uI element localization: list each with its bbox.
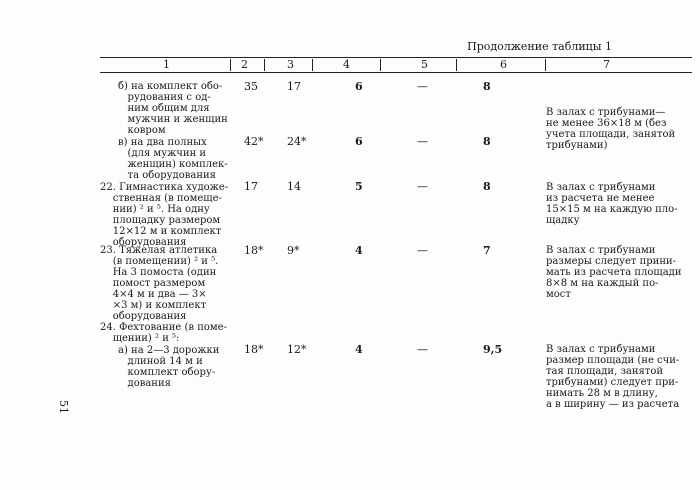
column-header-4: 4 [343, 58, 350, 71]
column-header-1: 1 [163, 58, 170, 71]
column-tick [545, 59, 546, 71]
row-22-col5: — [417, 180, 428, 193]
row-23-note: В залах с трибунами размеры следует прини- мать из расчета площади 8×8 м на каждый по- мост [546, 245, 682, 300]
note-rows-b-v: В залах с трибунами— не менее 36×18 м (без учета площади, занятой трибунами) [546, 107, 676, 151]
row-24-name: 24. Фехтование (в поме- щении) ² и ⁵: [100, 322, 227, 344]
row-b-col4: 6 [355, 80, 363, 93]
row-22-name: 22. Гимнастика художе- ственная (в помеще- нии) ² и ⁵. На одну площадку размером 12×12 м и комплект оборудования [100, 182, 229, 248]
continuation-heading: Продолжение таблицы 1 [467, 40, 612, 53]
row-23-col3: 9* [287, 244, 300, 257]
header-bottom-rule [100, 72, 692, 73]
row-22-col4: 5 [355, 180, 363, 193]
row-24a-col3: 12* [287, 343, 307, 356]
row-24a-name: а) на 2—3 дорожки длиной 14 м и комплект обору- дования [118, 345, 220, 389]
column-header-7: 7 [603, 58, 610, 71]
row-22-col3: 14 [287, 180, 301, 193]
row-22-col6: 8 [483, 180, 491, 193]
row-24a-col2: 18* [244, 343, 264, 356]
row-v-name: в) на два полных (для мужчин и женщин) комплек- та оборудования [118, 137, 228, 181]
row-23-col4: 4 [355, 244, 363, 257]
row-v-col6: 8 [483, 135, 491, 148]
row-23-name: 23. Тяжелая атлетика (в помещении) ² и ⁵. На 3 помоста (один помост размером 4×4 м и два — 3× ×3 м) и комплект оборудования [100, 245, 219, 322]
row-23-col6: 7 [483, 244, 491, 257]
row-b-col5: — [417, 80, 428, 93]
row-v-col3: 24* [287, 135, 307, 148]
column-header-2: 2 [241, 58, 248, 71]
row-24a-note: В залах с трибунами размер площади (не счи- тая площади, занятой трибунами) следует при- нимать 28 м в длину, а в ширину — из расчета [546, 344, 680, 410]
row-b-col6: 8 [483, 80, 491, 93]
row-b-name: б) на комплект обо- рудования с од- ним общим для мужчин и женщин ковром [118, 81, 228, 136]
row-23-col5: — [417, 244, 428, 257]
column-tick [456, 59, 457, 71]
row-24a-col6: 9,5 [483, 343, 503, 356]
column-tick [312, 59, 313, 71]
column-tick [230, 59, 231, 71]
row-b-col2: 35 [244, 80, 258, 93]
row-v-col5: — [417, 135, 428, 148]
row-22-note: В залах с трибунами из расчета не менее 15×15 м на каждую пло- щадку [546, 182, 678, 226]
row-v-col2: 42* [244, 135, 264, 148]
column-header-3: 3 [287, 58, 294, 71]
page-number: 51 [57, 400, 70, 414]
row-23-col2: 18* [244, 244, 264, 257]
column-tick [380, 59, 381, 71]
row-v-col4: 6 [355, 135, 363, 148]
row-24a-col5: — [417, 343, 428, 356]
row-b-col3: 17 [287, 80, 301, 93]
column-header-5: 5 [421, 58, 428, 71]
row-22-col2: 17 [244, 180, 258, 193]
column-tick [264, 59, 265, 71]
column-header-6: 6 [500, 58, 507, 71]
row-24a-col4: 4 [355, 343, 363, 356]
